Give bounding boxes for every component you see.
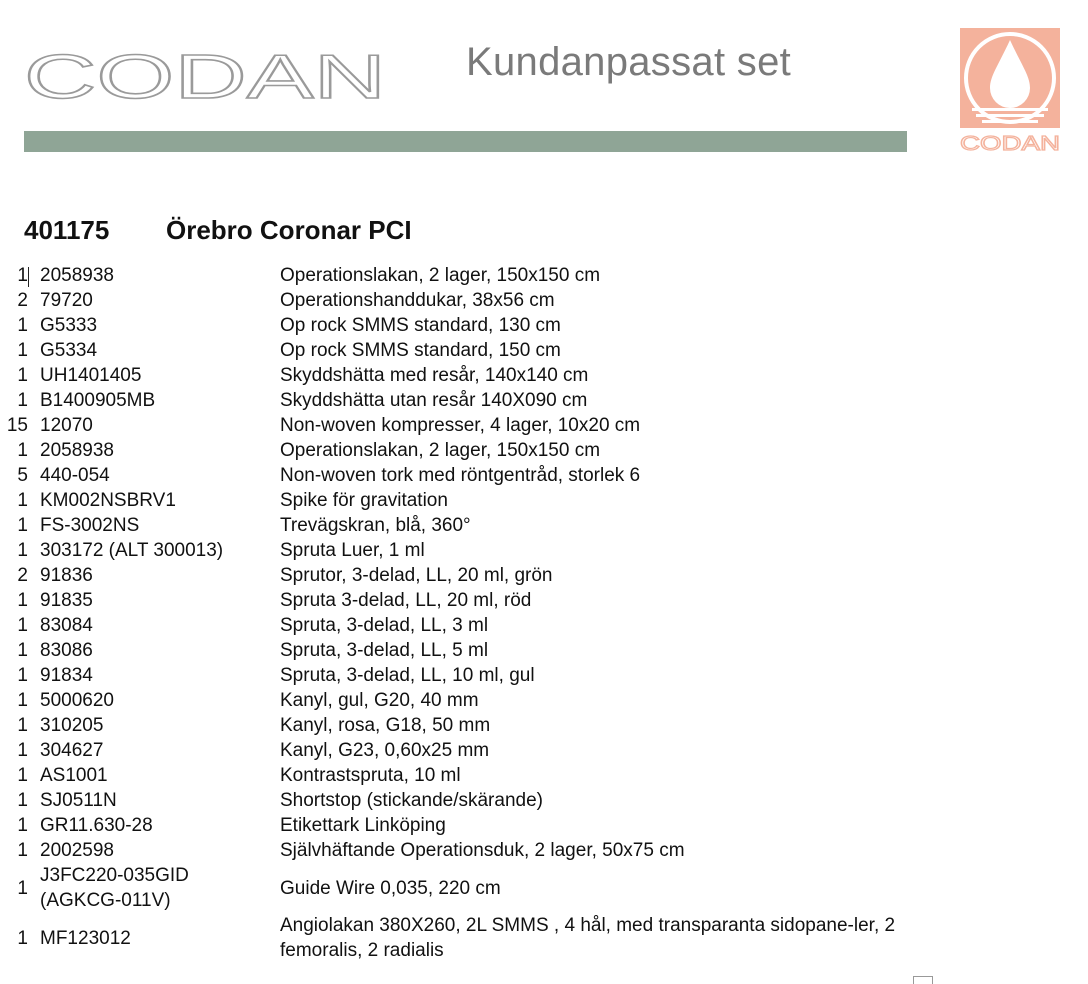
header-bar	[24, 131, 907, 152]
item-description: Shortstop (stickande/skärande)	[280, 790, 543, 811]
item-quantity: 1	[17, 790, 28, 811]
item-article-number: 440-054	[40, 465, 110, 486]
item-article-number: 303172 (ALT 300013)	[40, 540, 224, 561]
item-article-number: FS-3002NS	[40, 515, 140, 536]
item-row	[0, 863, 900, 913]
item-quantity: 2	[17, 565, 28, 586]
item-description: Spruta, 3-delad, LL, 5 ml	[280, 640, 489, 661]
item-description: Spruta, 3-delad, LL, 10 ml, gul	[280, 665, 535, 686]
set-heading	[24, 215, 412, 246]
item-quantity: 15	[6, 415, 28, 436]
page-corner-mark	[913, 976, 933, 984]
item-quantity: 1	[17, 540, 28, 561]
item-description: Op rock SMMS standard, 130 cm	[280, 315, 561, 336]
item-article-number: SJ0511N	[40, 790, 117, 811]
item-quantity: 1	[17, 927, 28, 949]
item-article-number: 2058938	[40, 265, 114, 286]
item-quantity: 1	[17, 590, 28, 611]
item-row	[0, 263, 900, 288]
item-row	[0, 688, 900, 713]
item-description: Kontrastspruta, 10 ml	[280, 765, 461, 786]
item-row	[0, 663, 900, 688]
item-row	[0, 413, 900, 438]
item-row	[0, 513, 900, 538]
item-quantity: 1	[17, 440, 28, 461]
codan-wordmark-logo	[22, 48, 388, 104]
codan-emblem-logo	[958, 26, 1062, 154]
item-description: Non-woven tork med röntgentråd, storlek 6	[280, 465, 641, 486]
item-quantity: 5	[17, 465, 28, 486]
item-row	[0, 813, 900, 838]
item-description: Skyddshätta utan resår 140X090 cm	[280, 390, 588, 411]
svg-text:CODAN: CODAN	[960, 133, 1060, 154]
item-row	[0, 463, 900, 488]
item-description: Skyddshätta med resår, 140x140 cm	[280, 365, 589, 386]
item-description: Operationshanddukar, 38x56 cm	[280, 290, 555, 311]
item-article-number: B1400905MB	[40, 390, 156, 411]
item-quantity: 1	[17, 840, 28, 861]
item-row	[0, 763, 900, 788]
item-row	[0, 588, 900, 613]
item-article-number: J3FC220-035GID (AGKCG-011V)	[40, 865, 189, 911]
item-row	[0, 563, 900, 588]
item-description: Spruta 3-delad, LL, 20 ml, röd	[280, 590, 532, 611]
item-quantity: 1	[17, 715, 28, 736]
item-quantity: 1	[17, 515, 28, 536]
item-quantity: 1	[17, 490, 28, 511]
item-description: Sprutor, 3-delad, LL, 20 ml, grön	[280, 565, 553, 586]
item-article-number: 310205	[40, 715, 104, 736]
item-article-number: 79720	[40, 290, 93, 311]
item-quantity: 1	[17, 340, 28, 361]
item-row	[0, 738, 900, 763]
item-description: Angiolakan 380X260, 2L SMMS , 4 hål, med transparanta sidopane-ler, 2 femoralis, 2 radialis	[280, 915, 896, 961]
item-row	[0, 388, 900, 413]
item-quantity: 1	[17, 615, 28, 636]
item-article-number: AS1001	[40, 765, 108, 786]
item-quantity: 1	[17, 877, 28, 899]
item-article-number: UH1401405	[40, 365, 142, 386]
item-quantity: 1	[17, 265, 28, 286]
item-quantity: 1	[17, 365, 28, 386]
item-description: Kanyl, rosa, G18, 50 mm	[280, 715, 491, 736]
item-row	[0, 338, 900, 363]
item-row	[0, 838, 900, 863]
item-description: Spike för gravitation	[280, 490, 448, 511]
item-article-number: 12070	[40, 415, 93, 436]
item-row	[0, 288, 900, 313]
item-article-number: 83086	[40, 640, 93, 661]
item-description: Operationslakan, 2 lager, 150x150 cm	[280, 440, 601, 461]
item-description: Operationslakan, 2 lager, 150x150 cm	[280, 265, 601, 286]
item-description: Trevägskran, blå, 360°	[280, 515, 471, 536]
set-name: Örebro Coronar PCI	[166, 215, 412, 245]
item-article-number: MF123012	[40, 927, 131, 949]
text-cursor	[28, 267, 29, 287]
item-quantity: 1	[17, 315, 28, 336]
item-row	[0, 913, 900, 963]
item-description: Självhäftande Operationsduk, 2 lager, 50x75 cm	[280, 840, 685, 861]
item-article-number: 91835	[40, 590, 93, 611]
item-article-number: G5334	[40, 340, 98, 361]
item-row	[0, 538, 900, 563]
item-description: Etikettark Linköping	[280, 815, 446, 836]
item-row	[0, 438, 900, 463]
item-description: Spruta, 3-delad, LL, 3 ml	[280, 615, 489, 636]
item-article-number: 2058938	[40, 440, 114, 461]
item-quantity: 1	[17, 390, 28, 411]
item-row	[0, 313, 900, 338]
item-description: Non-woven kompresser, 4 lager, 10x20 cm	[280, 415, 641, 436]
svg-text:CODAN: CODAN	[24, 48, 386, 104]
item-row	[0, 363, 900, 388]
set-code: 401175	[24, 215, 110, 245]
item-article-number: 91836	[40, 565, 93, 586]
item-list	[0, 263, 900, 963]
item-article-number: 2002598	[40, 840, 114, 861]
document-title: Kundanpassat set	[466, 40, 792, 84]
item-article-number: 83084	[40, 615, 93, 636]
item-article-number: GR11.630-28	[40, 815, 153, 836]
item-description: Guide Wire 0,035, 220 cm	[280, 877, 501, 899]
item-row	[0, 638, 900, 663]
item-quantity: 1	[17, 640, 28, 661]
item-quantity: 1	[17, 690, 28, 711]
item-row	[0, 488, 900, 513]
item-article-number: G5333	[40, 315, 98, 336]
item-row	[0, 788, 900, 813]
item-description: Op rock SMMS standard, 150 cm	[280, 340, 561, 361]
item-row	[0, 713, 900, 738]
item-quantity: 2	[17, 290, 28, 311]
item-row	[0, 613, 900, 638]
item-quantity: 1	[17, 740, 28, 761]
item-article-number: KM002NSBRV1	[40, 490, 176, 511]
item-description: Spruta Luer, 1 ml	[280, 540, 425, 561]
item-description: Kanyl, gul, G20, 40 mm	[280, 690, 479, 711]
item-article-number: 5000620	[40, 690, 114, 711]
item-article-number: 304627	[40, 740, 104, 761]
item-quantity: 1	[17, 765, 28, 786]
item-quantity: 1	[17, 815, 28, 836]
item-description: Kanyl, G23, 0,60x25 mm	[280, 740, 490, 761]
item-article-number: 91834	[40, 665, 93, 686]
item-quantity: 1	[17, 665, 28, 686]
